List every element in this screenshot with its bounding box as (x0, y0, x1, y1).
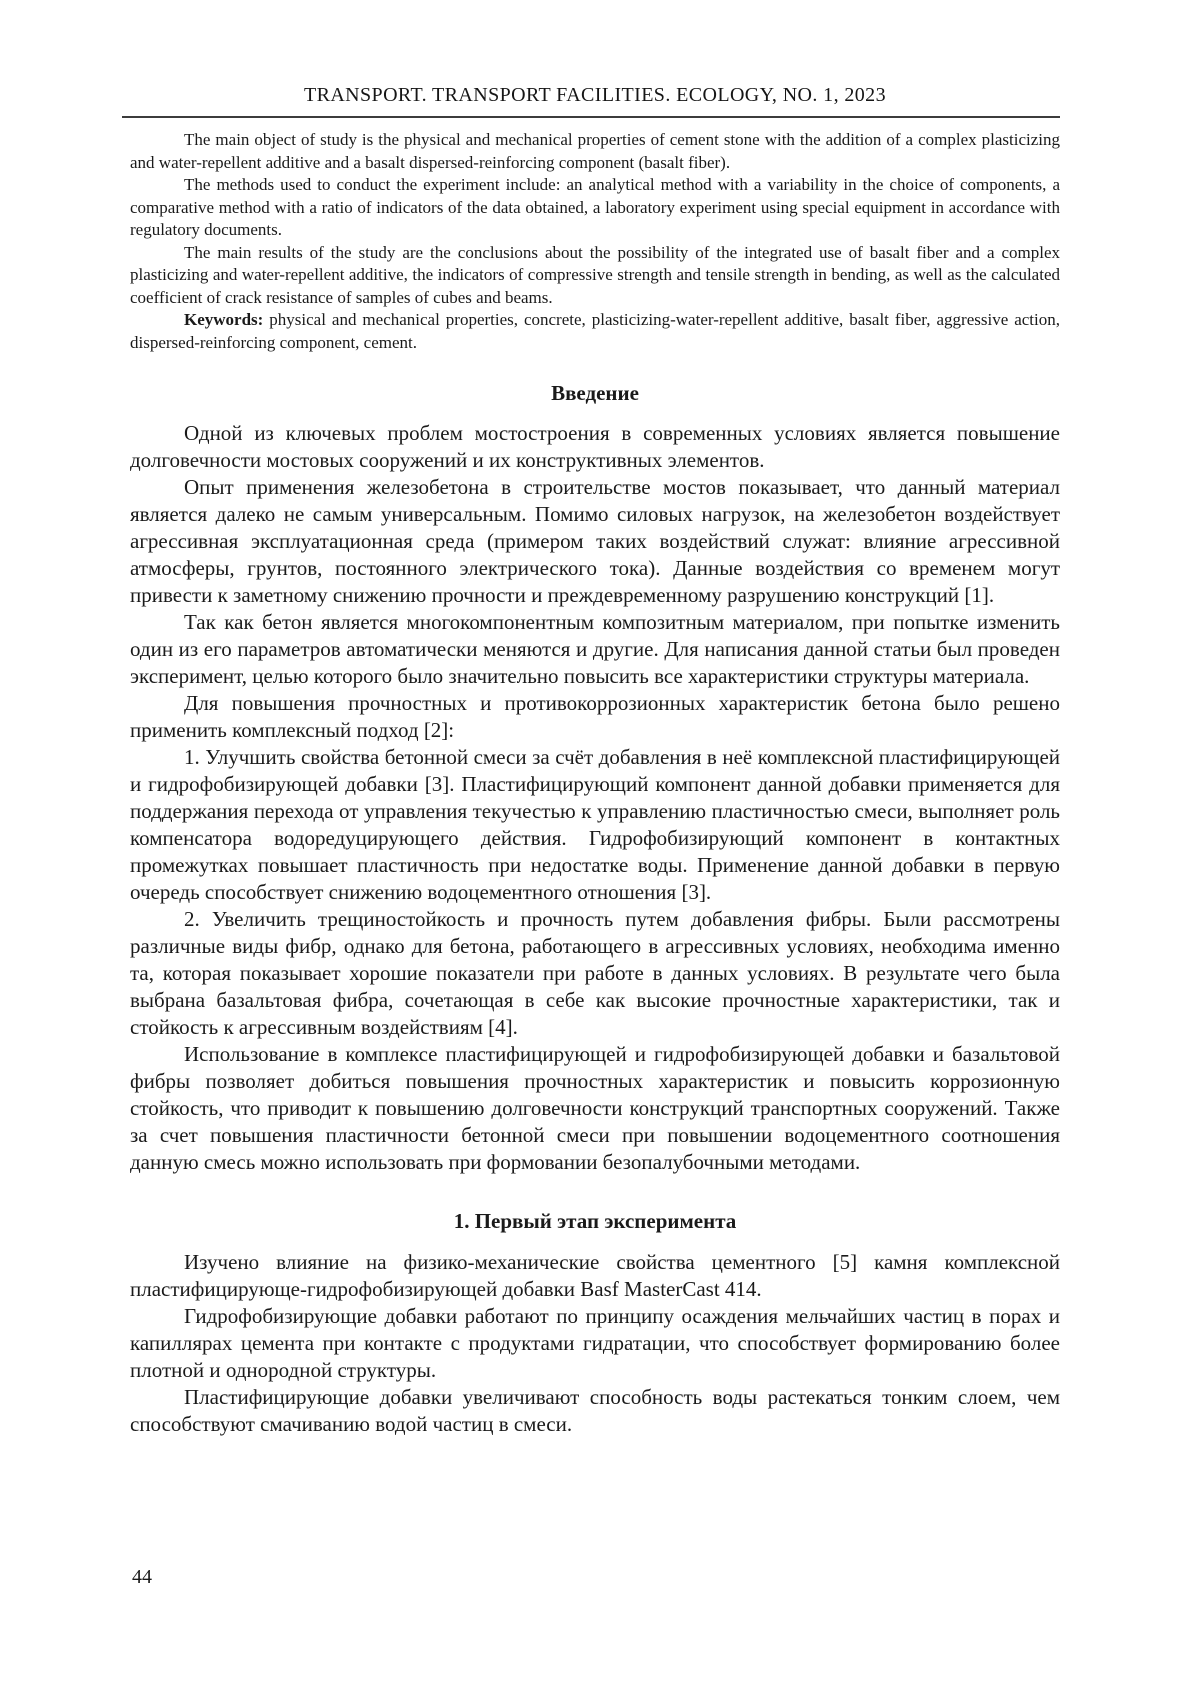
body-paragraph: Одной из ключевых проблем мостостроения в современных условиях является повышение долговечности мостовых сооружений и их конструктивных элементов. (130, 421, 1060, 472)
abstract-paragraph: The methods used to conduct the experiment include: an analytical method with a variability in the choice of components, a comparative method with a ratio of indicators of the data obtained, a laboratory experiment using special equipment in accordance with regulatory documents. (130, 175, 1060, 239)
abstract-block (130, 129, 1060, 354)
keywords-paragraph (130, 309, 1060, 354)
body-paragraph: Пластифицирующие добавки увеличивают способность воды растекаться тонким слоем, чем способствуют смачиванию водой частиц в смеси. (130, 1385, 1060, 1436)
body-paragraph: Гидрофобизирующие добавки работают по принципу осаждения мельчайших частиц в порах и капиллярах цемента при контакте с продуктами гидратации, что способствует формированию более плотной и однородной структуры. (130, 1304, 1060, 1382)
keywords-text: physical and mechanical properties, concrete, plasticizing-water-repellent additive, basalt fiber, aggressive action, dispersed-reinforcing component, cement. (130, 310, 1060, 352)
abstract-paragraph: The main results of the study are the conclusions about the possibility of the integrated use of basalt fiber and a complex plasticizing and water-repellent additive, the indicators of compressive strength and tensile strength in bending, as well as the calculated coefficient of crack resistance of samples of cubes and beams. (130, 242, 1060, 307)
journal-header: TRANSPORT. TRANSPORT FACILITIES. ECOLOGY, NO. 1, 2023 (303, 84, 886, 106)
body-paragraph: Так как бетон является многокомпонентным композитным материалом, при попытке изменить один из его параметров автоматически меняются и другие. Для написания данной статьи был проведен эксперимент, целью которого было значительно повысить все характеристики структуры материала. (130, 610, 1060, 688)
body-paragraph: Для повышения прочностных и противокоррозионных характеристик бетона было решено применить комплексный подход [2]: (130, 691, 1060, 742)
first-stage-section (130, 1249, 1060, 1438)
introduction-section (130, 420, 1060, 1176)
page-number: 44 (132, 1566, 152, 1588)
body-paragraph: Опыт применения железобетона в строительстве мостов показывает, что данный материал является далеко не самым универсальным. Помимо силовых нагрузок, на железобетон воздействует агрессивная эксплуатационная среда (примером таких воздействий служат: влияние агрессивной атмосферы, грунтов, постоянного электрического тока). Данные воздействия со временем могут привести к заметному снижению прочности и преждевременному разрушению конструкций [1]. (130, 475, 1060, 607)
body-paragraph: 2. Увеличить трещиностойкость и прочность путем добавления фибры. Были рассмотрены различные виды фибр, однако для бетона, работающего в агрессивных условиях, необходима именно та, которая показывает хорошие показатели при работе в данных условиях. В результате чего была выбрана базальтовая фибра, сочетающая в себе как высокие прочностные характеристики, так и стойкость к агрессивным воздействиям [4]. (130, 907, 1060, 1039)
text-column (130, 0, 1060, 1438)
header-rule (122, 116, 1060, 118)
body-paragraph: Изучено влияние на физико-механические свойства цементного [5] камня комплексной пластифицирующе-гидрофобизирующей добавки Basf MasterCast 414. (130, 1250, 1060, 1301)
keywords-label: Keywords: (184, 310, 264, 329)
section-heading-first-stage: 1. Первый этап эксперимента (453, 1209, 737, 1233)
body-paragraph: Использование в комплексе пластифицирующей и гидрофобизирующей добавки и базальтовой фибры позволяет добиться повышения прочностных характеристик и повысить коррозионную стойкость, что приводит к повышению долговечности конструкций транспортных сооружений. Также за счет повышения пластичности бетонной смеси при повышении водоцементного соотношения данную смесь можно использовать при формовании безопалубочными методами. (130, 1042, 1060, 1174)
section-heading-introduction: Введение (551, 381, 639, 405)
body-paragraph: 1. Улучшить свойства бетонной смеси за счёт добавления в неё комплексной пластифицирующей и гидрофобизирующей добавки [3]. Пластифицирующий компонент данной добавки применяется для поддержания перехода от управления текучестью к управлению пластичностью смеси, выполняет роль компенсатора водоредуцирующего действия. Гидрофобизирующий компонент в контактных промежутках повышает пластичность при недостатке воды. Применение данной добавки в первую очередь способствует снижению водоцементного отношения [3]. (130, 745, 1060, 904)
abstract-paragraph: The main object of study is the physical and mechanical properties of cement stone with the addition of a complex plasticizing and water-repellent additive and a basalt dispersed-reinforcing component (basalt fiber). (130, 130, 1060, 172)
